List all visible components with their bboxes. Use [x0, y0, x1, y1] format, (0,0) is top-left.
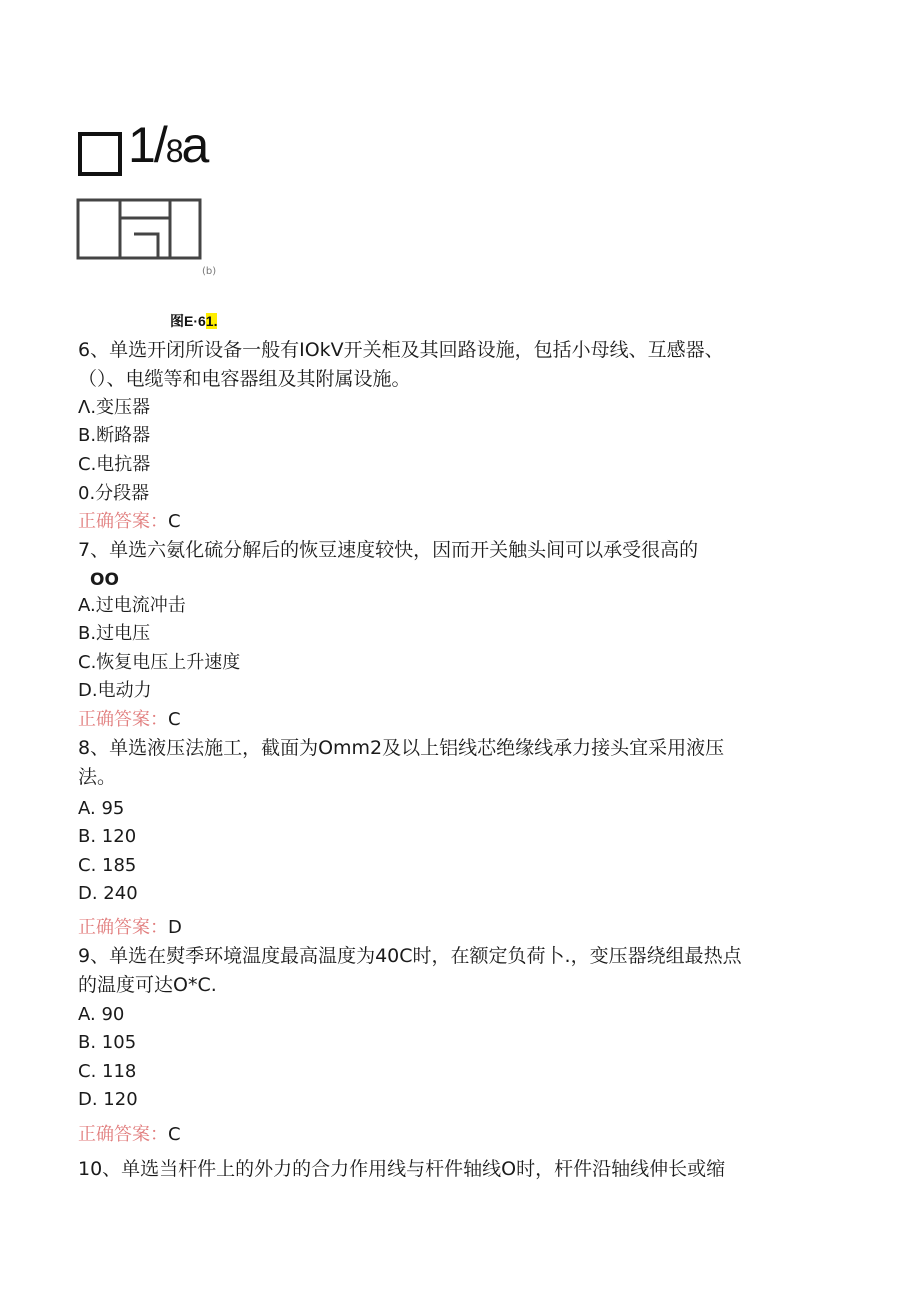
figure-square-glyph [78, 132, 122, 176]
diagram-inner-lines [120, 200, 170, 258]
q6-option-b: B.断路器 [78, 425, 151, 446]
figure-glyph-text: 1/8a [128, 117, 208, 173]
q7-option-a: A.过电流冲击 [78, 595, 186, 616]
q8-option-d: D. 240 [78, 883, 138, 904]
q10-stem-line1: 10、单选当杆件上的外力的合力作用线与杆件轴线O时，杆件沿轴线伸长或缩 [78, 1158, 726, 1180]
q7-option-c: C.恢复电压上升速度 [78, 652, 241, 673]
q8-option-a: A. 95 [78, 798, 125, 819]
figure-diagram-b [76, 196, 226, 278]
figure-garbled-glyphs [78, 118, 207, 176]
diagram-subfig-label: (b) [202, 266, 217, 277]
q6-answer: 正确答案：C [78, 511, 181, 532]
q6-stem-line1: 6、单选开闭所设备一般有IOkV开关柜及其回路设施，包括小母线、互感器、 [78, 339, 724, 361]
q6-option-c: C.电抗器 [78, 454, 151, 475]
diagram-outer-frame [78, 200, 200, 258]
q7-stem-line1: 7、单选六氨化硫分解后的恢豆速度较快，因而开关触头间可以承受很高的 [78, 539, 699, 561]
q9-option-c: C. 118 [78, 1061, 137, 1082]
q6-option-a: Λ.变压器 [78, 397, 151, 418]
q9-option-b: B. 105 [78, 1032, 137, 1053]
caption-highlight: 1. [205, 313, 218, 329]
q6-stem-line2: （）、电缆等和电容器组及其附属设施。 [78, 368, 411, 390]
figure-caption: 图E·61. [170, 313, 218, 329]
q8-option-c: C. 185 [78, 855, 137, 876]
q8-stem-line1: 8、单选液压法施工，截面为Omm2及以上铝线芯绝缘线承力接头宜采用液压 [78, 737, 725, 759]
q9-answer: 正确答案：C [78, 1124, 181, 1145]
q8-option-b: B. 120 [78, 826, 137, 847]
q8-answer: 正确答案：D [78, 917, 182, 938]
q6-option-d: 0.分段器 [78, 483, 150, 504]
q9-option-a: A. 90 [78, 1004, 125, 1025]
q9-stem-line1: 9、单选在熨季环境温度最高温度为40C时，在额定负荷卜.，变压器绕组最热点 [78, 945, 742, 967]
q7-answer: 正确答案：C [78, 709, 181, 730]
q8-stem-line2: 法。 [78, 766, 117, 788]
q7-stem-line2: OO [90, 570, 119, 590]
q9-stem-line2: 的温度可达O*C. [78, 974, 217, 996]
q7-option-d: D.电动力 [78, 680, 152, 701]
q7-option-b: B.过电压 [78, 623, 151, 644]
q9-option-d: D. 120 [78, 1089, 138, 1110]
